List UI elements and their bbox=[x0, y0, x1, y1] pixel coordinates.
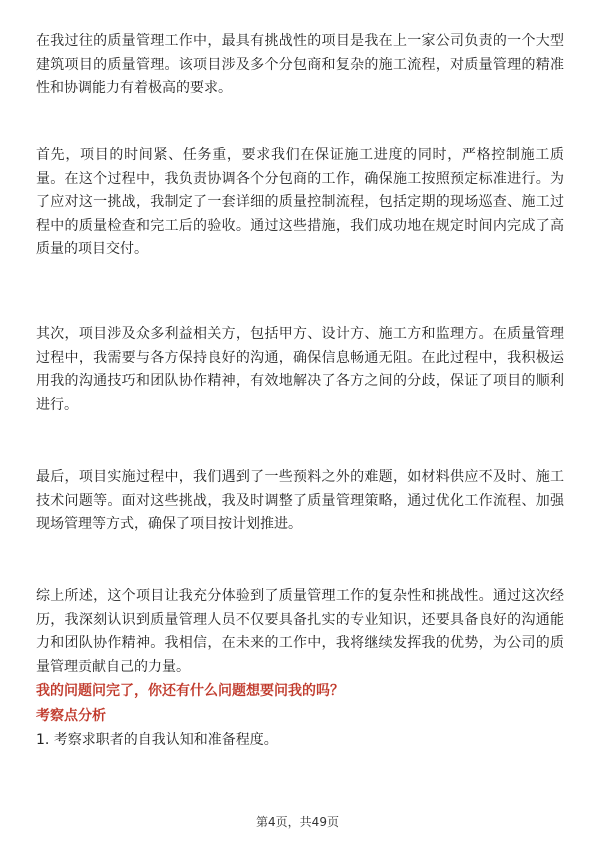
closing-question: 我的问题问完了，你还有什么问题想要问我的吗？ bbox=[36, 683, 344, 699]
paragraph-first: 首先，项目的时间紧、任务重，要求我们在保证施工进度的同时，严格控制施工质量。在这个过程中，我负责协调各个分包商的工作，确保施工按照预定标准进行。为了应对这一挑战，我制定了一套详细的质量控制流程，包括定期的现场巡查、施工过程中的质量检查和完工后的验收。通过这些措施，我们成功地在规定时间内完成了高质量的项目交付。 bbox=[36, 147, 564, 257]
paragraph-last: 最后，项目实施过程中，我们遇到了一些预料之外的难题，如材料供应不及时、施工技术问题等。面对这些挑战，我及时调整了质量管理策略，通过优化工作流程、加强现场管理等方式，确保了项目按计划推进。 bbox=[36, 469, 564, 532]
paragraph-summary: 综上所述，这个项目让我充分体验到了质量管理工作的复杂性和挑战性。通过这次经历，我深刻认识到质量管理人员不仅要具备扎实的专业知识，还要具备良好的沟通能力和团队协作精神。我相信，在未来的工作中，我将继续发挥我的优势，为公司的质量管理贡献自己的力量。 bbox=[36, 588, 564, 675]
paragraph-second: 其次，项目涉及众多利益相关方，包括甲方、设计方、施工方和监理方。在质量管理过程中，我需要与各方保持良好的沟通，确保信息畅通无阻。在此过程中，我积极运用我的沟通技巧和团队协作精神，有效地解决了各方之间的分歧，保证了项目的顺利进行。 bbox=[36, 326, 564, 413]
analysis-point: 1. 考察求职者的自我认知和准备程度。 bbox=[36, 732, 278, 748]
page-number: 第4页，共49页 bbox=[256, 815, 339, 829]
section-title: 考察点分析 bbox=[36, 708, 106, 724]
paragraph-intro: 在我过往的质量管理工作中，最具有挑战性的项目是我在上一家公司负责的一个大型建筑项目的质量管理。该项目涉及多个分包商和复杂的施工流程，对质量管理的精准性和协调能力有着极高的要求。 bbox=[36, 33, 564, 96]
